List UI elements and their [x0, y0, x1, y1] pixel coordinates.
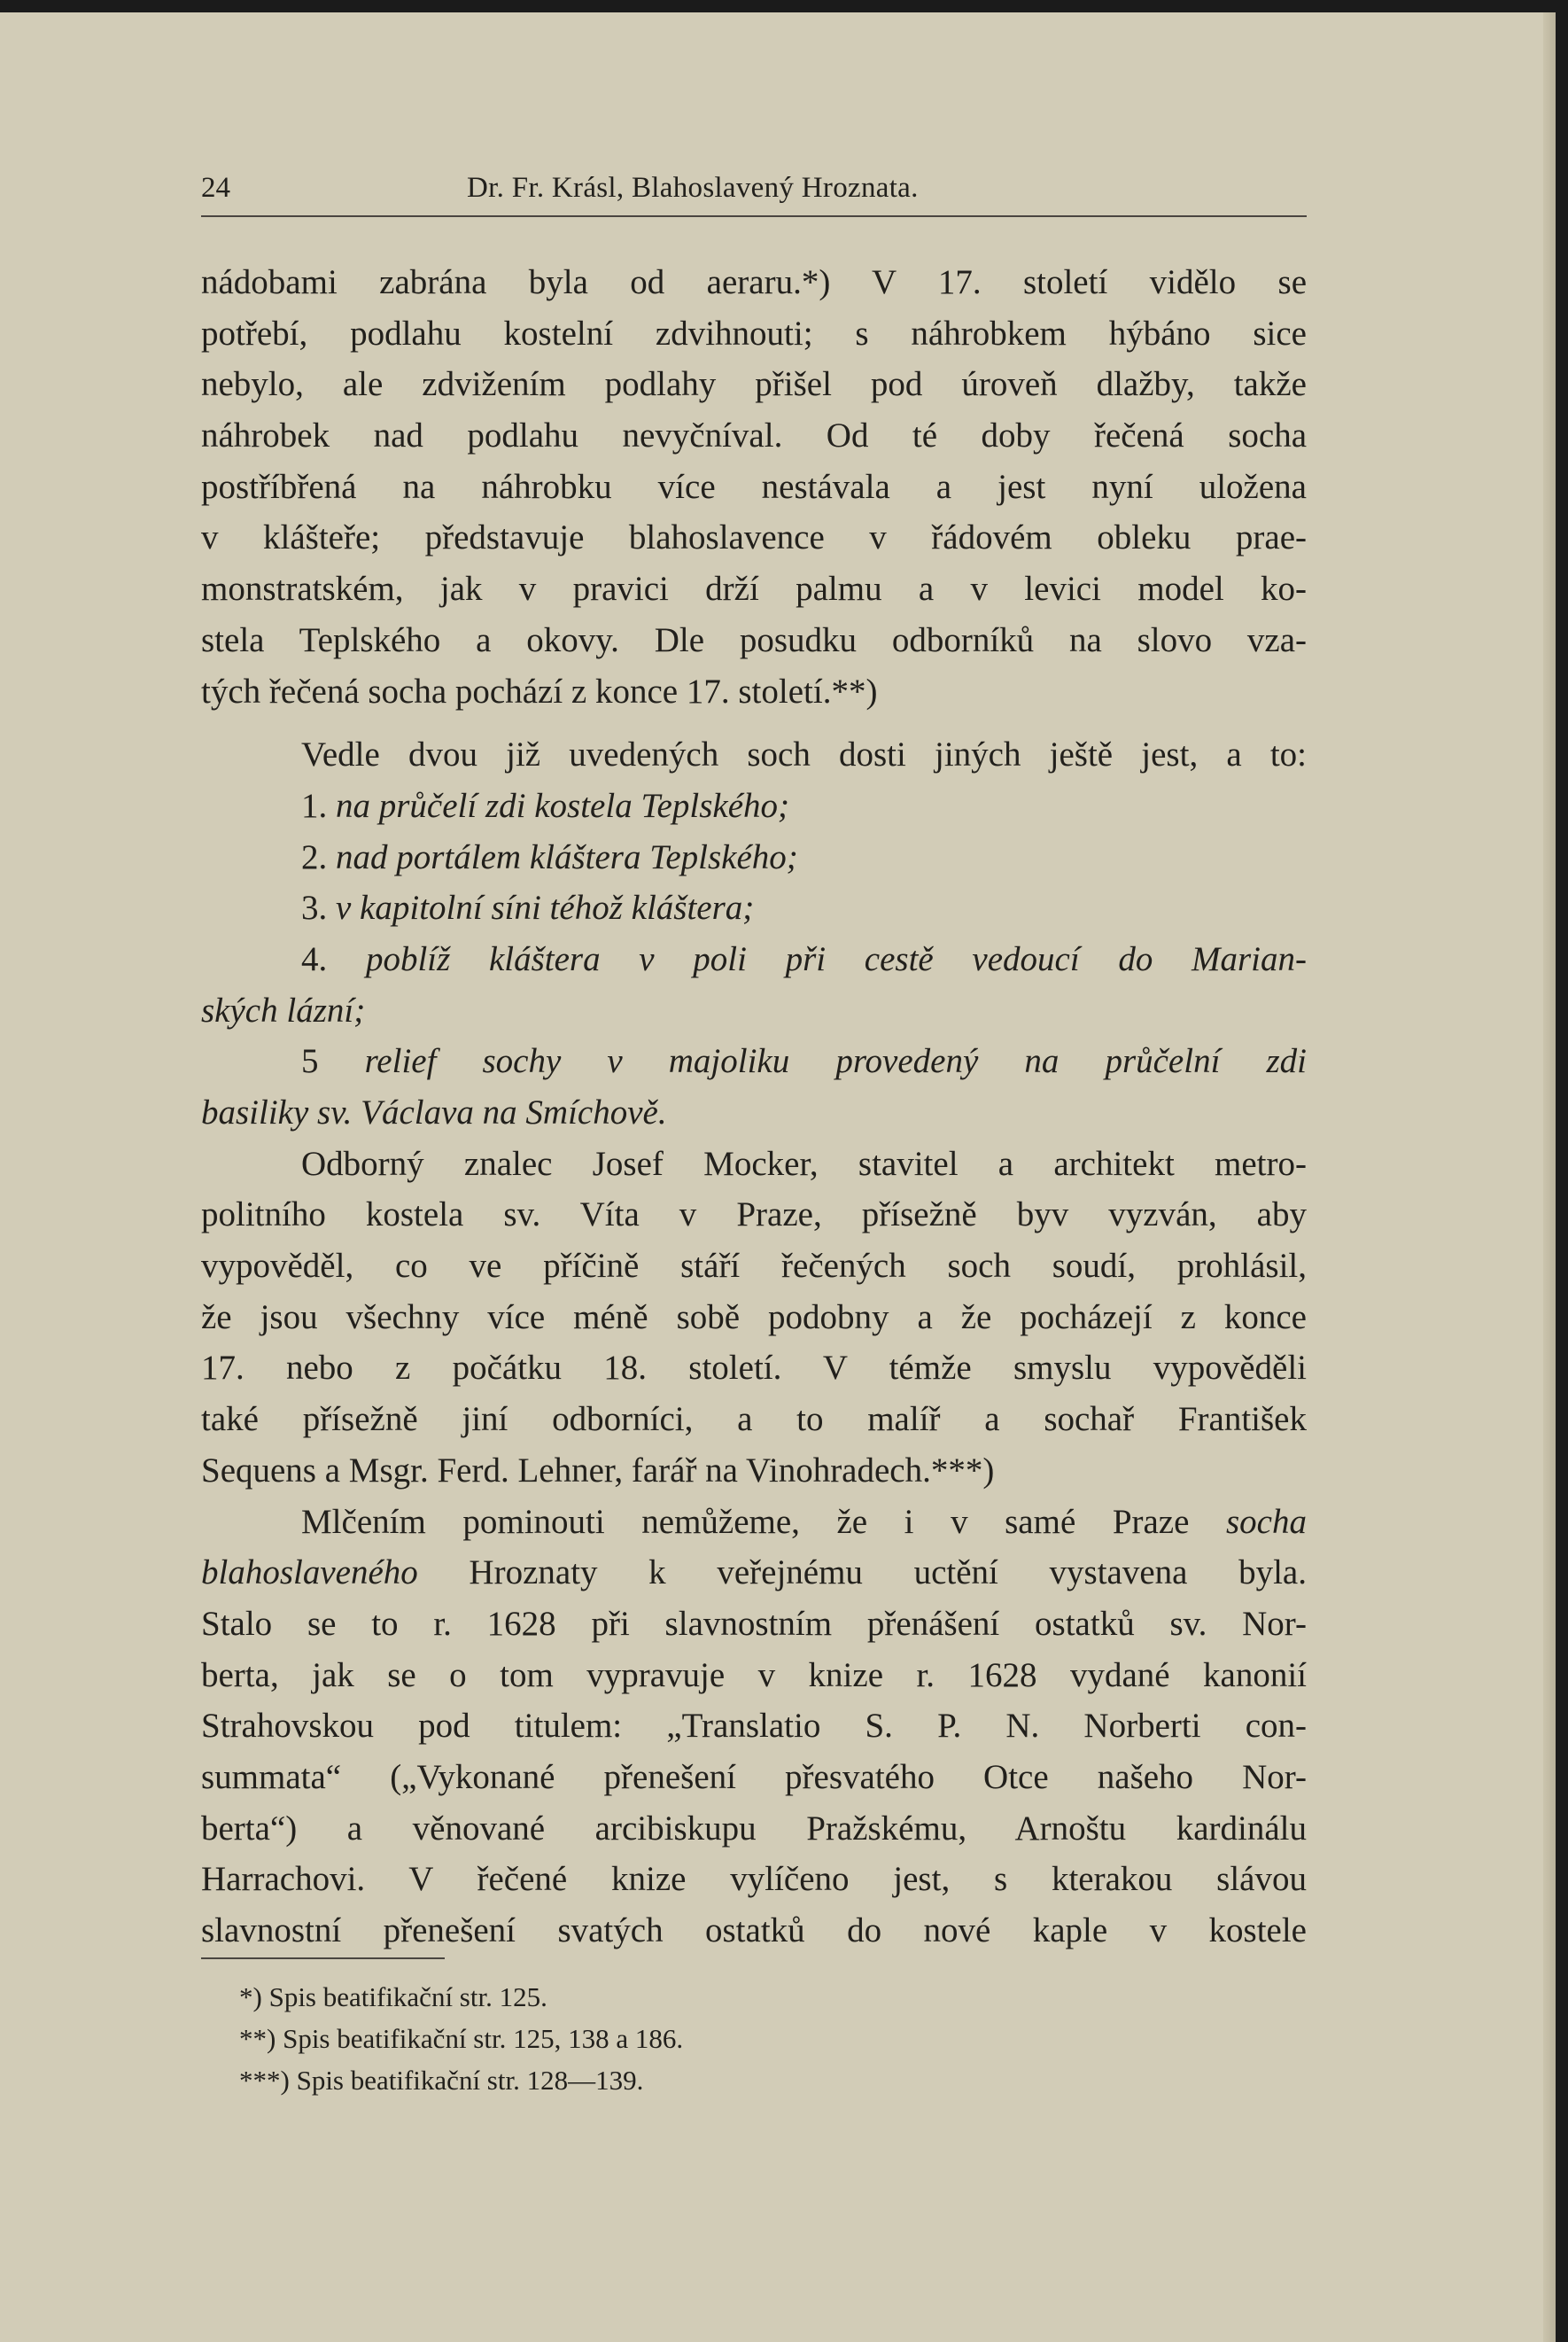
- list-text: relief sochy v majoliku provedený na průčelní zdi: [364, 1042, 1307, 1081]
- list-item: [201, 832, 1307, 883]
- text-line: náhrobek nad podlahu nevyčníval. Od té doby řečená socha: [201, 416, 1307, 455]
- text-line: 17. nebo z počátku 18. století. V témže smyslu vypověděli: [201, 1349, 1307, 1388]
- text-line: Sequens a Msgr. Ferd. Lehner, farář na Vinohradech.***): [201, 1451, 995, 1490]
- running-head: [201, 170, 1300, 206]
- text-line: Strahovskou pod titulem: „Translatio S. P. N. Norberti con-: [201, 1707, 1307, 1746]
- text-line: [201, 1497, 1307, 1548]
- list-number: 2.: [301, 837, 328, 876]
- text-line: slavnostní přenešení svatých ostatků do nové kaple v kostele: [201, 1911, 1307, 1949]
- text-line: berta, jak se o tom vypravuje v knize r. 1628 vydané kanonií: [201, 1655, 1307, 1694]
- text-line: Harrachovi. V řečené knize vylíčeno jest, s kterakou slávou: [201, 1860, 1307, 1899]
- footnote: ***) Spis beatifikační str. 128—139.: [239, 2065, 644, 2096]
- list-item: [201, 1036, 1307, 1087]
- list-number: 5: [301, 1042, 365, 1081]
- text-line: vypověděl, co ve příčině stáří řečených soch soudí, prohlásil,: [201, 1247, 1307, 1286]
- page-edge: [1543, 12, 1556, 2342]
- list-number: 1.: [301, 786, 328, 825]
- text-line: berta“) a věnované arcibiskupu Pražskému, Arnoštu kardinálu: [201, 1809, 1307, 1848]
- list-item: [201, 781, 1307, 832]
- list-item: [201, 883, 1307, 934]
- text-line: tých řečená socha pochází z konce 17. století.**): [201, 672, 878, 711]
- text-line: Odborný znalec Josef Mocker, stavitel a architekt metro-: [301, 1144, 1307, 1183]
- text-run-italic: socha: [1226, 1502, 1307, 1541]
- text-run: Mlčením pominouti nemůžeme, že i v samé Praze: [301, 1502, 1226, 1541]
- text-line: basiliky sv. Václava na Smíchově.: [201, 1093, 667, 1132]
- text-line: Stalo se to r. 1628 při slavnostním přenášení ostatků sv. Nor-: [201, 1604, 1307, 1643]
- footnote-rule: [201, 1957, 445, 1959]
- text-line: Vedle dvou již uvedených soch dosti jiných ještě jest, a to:: [301, 735, 1307, 774]
- text-line: v klášteře; představuje blahoslavence v řádovém obleku prae-: [201, 518, 1307, 557]
- text-line: ských lázní;: [201, 991, 366, 1030]
- list-number: 4.: [301, 939, 328, 978]
- footnote: **) Spis beatifikační str. 125, 138 a 186.: [239, 2023, 684, 2054]
- book-page: [0, 12, 1556, 2342]
- text-line: nádobami zabrána byla od aeraru.*) V 17. století vidělo se: [201, 263, 1307, 301]
- text-line: postříbřená na náhrobku více nestávala a jest nyní uložena: [201, 467, 1307, 506]
- text-line: také přísežně jiní odborníci, a to malíř a sochař František: [201, 1400, 1307, 1439]
- running-title: Dr. Fr. Krásl, Blahoslavený Hroznata.: [467, 172, 919, 204]
- text-line: nebylo, ale zdvižením podlahy přišel pod úroveň dlažby, takže: [201, 365, 1307, 404]
- list-text: na průčelí zdi kostela Teplského;: [336, 786, 789, 825]
- text-line: [201, 1547, 1307, 1599]
- footnotes: [239, 1976, 1125, 2101]
- text-line: potřebí, podlahu kostelní zdvihnouti; s náhrobkem hýbáno sice: [201, 314, 1307, 353]
- list-text: poblíž kláštera v poli při cestě vedoucí do Marian-: [365, 939, 1308, 978]
- body-text: [201, 257, 1307, 1957]
- list-text: nad portálem kláštera Teplského;: [336, 837, 798, 876]
- text-run-italic: blahoslaveného: [201, 1553, 418, 1592]
- page-number: 24: [201, 172, 230, 204]
- text-run: Hroznaty k veřejnému uctění vystavena byla.: [417, 1553, 1307, 1592]
- text-line: monstratském, jak v pravici drží palmu a v levici model ko-: [201, 570, 1307, 609]
- list-text: v kapitolní síni téhož kláštera;: [336, 889, 755, 928]
- text-line: summata“ („Vykonané přenešení přesvatého Otce našeho Nor-: [201, 1757, 1307, 1796]
- text-line: politního kostela sv. Víta v Praze, přísežně byv vyzván, aby: [201, 1195, 1307, 1234]
- text-line: že jsou všechny více méně sobě podobny a že pocházejí z konce: [201, 1297, 1307, 1336]
- list-number: 3.: [301, 889, 328, 928]
- text-line: stela Teplského a okovy. Dle posudku odborníků na slovo vza-: [201, 620, 1307, 659]
- footnote: *) Spis beatifikační str. 125.: [239, 1981, 547, 2012]
- header-rule: [201, 215, 1307, 217]
- list-item: [201, 934, 1307, 985]
